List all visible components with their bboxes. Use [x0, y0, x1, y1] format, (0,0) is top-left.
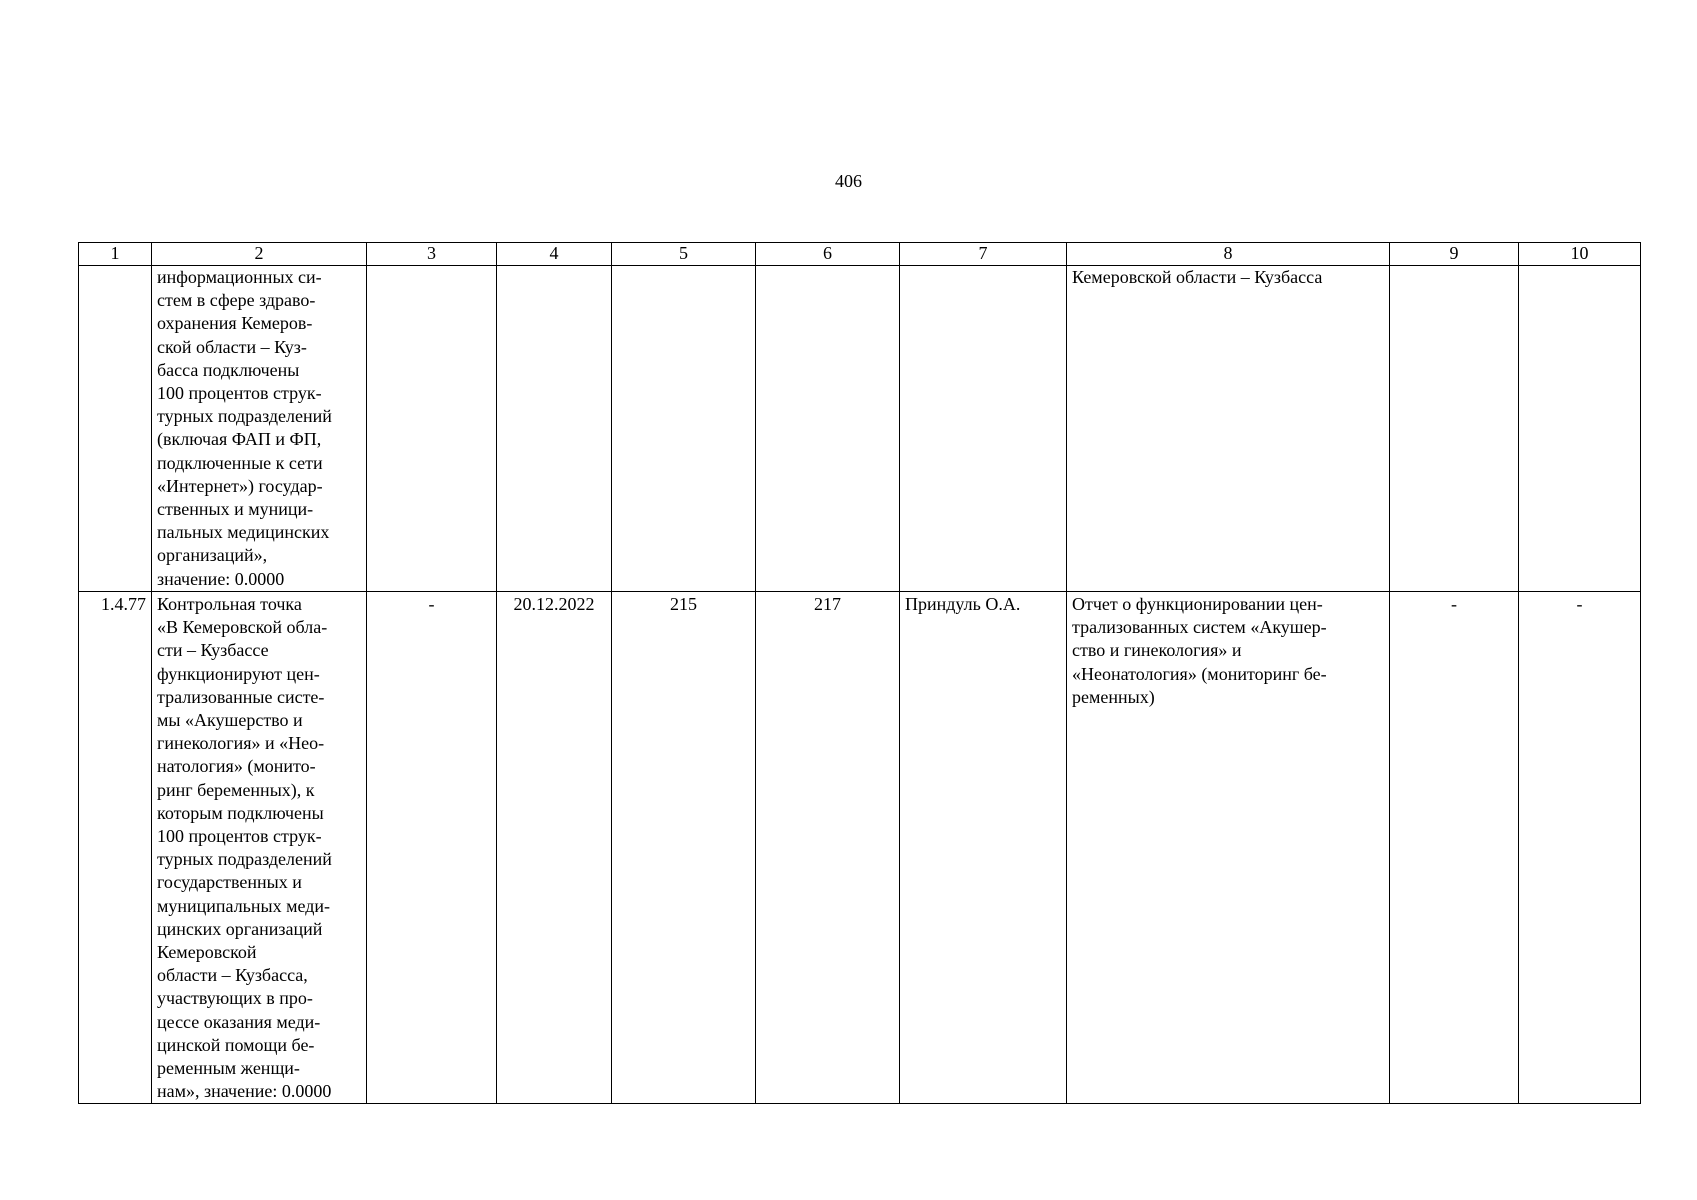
cell-date: 20.12.2022	[497, 592, 612, 1104]
cell-col6: 217	[756, 592, 900, 1104]
cell-number	[79, 266, 152, 592]
cell-responsible	[900, 266, 1067, 592]
cell-col3: -	[367, 592, 497, 1104]
cell-col6	[756, 266, 900, 592]
column-header-9: 9	[1390, 243, 1519, 266]
table-row	[79, 592, 1641, 1104]
column-header-5: 5	[612, 243, 756, 266]
table-header-row	[79, 243, 1641, 266]
column-header-8: 8	[1067, 243, 1390, 266]
cell-col5	[612, 266, 756, 592]
cell-date	[497, 266, 612, 592]
cell-col10	[1519, 266, 1641, 592]
page-number: 406	[835, 171, 862, 191]
cell-col3	[367, 266, 497, 592]
cell-col10: -	[1519, 592, 1641, 1104]
cell-col9: -	[1390, 592, 1519, 1104]
column-header-2: 2	[152, 243, 367, 266]
cell-description: информационных си- стем в сфере здраво- охранения Кемеров- ской области – Куз- басса подключены 100 процентов струк- турных подразделений (включая ФАП и ФП, подключенные к сети «Интернет») государ- ственных и муници- пальных медицинских организаций», значение: 0.0000	[152, 266, 367, 592]
cell-responsible: Приндуль О.А.	[900, 592, 1067, 1104]
cell-document: Отчет о функционировании цен- трализованных систем «Акушер- ство и гинекология» и «Неонатология» (мониторинг бе- ременных)	[1067, 592, 1390, 1104]
column-header-1: 1	[79, 243, 152, 266]
cell-col5: 215	[612, 592, 756, 1104]
column-header-4: 4	[497, 243, 612, 266]
column-header-7: 7	[900, 243, 1067, 266]
table-row	[79, 266, 1641, 592]
cell-description: Контрольная точка «В Кемеровской обла- сти – Кузбассе функционируют цен- трализованные систе- мы «Акушерство и гинекология» и «Нео- натология» (монито- ринг беременных), к которым подключены 100 процентов струк- турных подразделений государственных и муниципальных меди- цинских организаций Кемеровской области – Кузбасса, участвующих в про- цессе оказания меди- цинской помощи бе- ременным женщи- нам», значение: 0.0000	[152, 592, 367, 1104]
cell-document: Кемеровской области – Кузбасса	[1067, 266, 1390, 592]
column-header-3: 3	[367, 243, 497, 266]
column-header-6: 6	[756, 243, 900, 266]
cell-number: 1.4.77	[79, 592, 152, 1104]
column-header-10: 10	[1519, 243, 1641, 266]
cell-col9	[1390, 266, 1519, 592]
plan-table	[78, 242, 1641, 1104]
